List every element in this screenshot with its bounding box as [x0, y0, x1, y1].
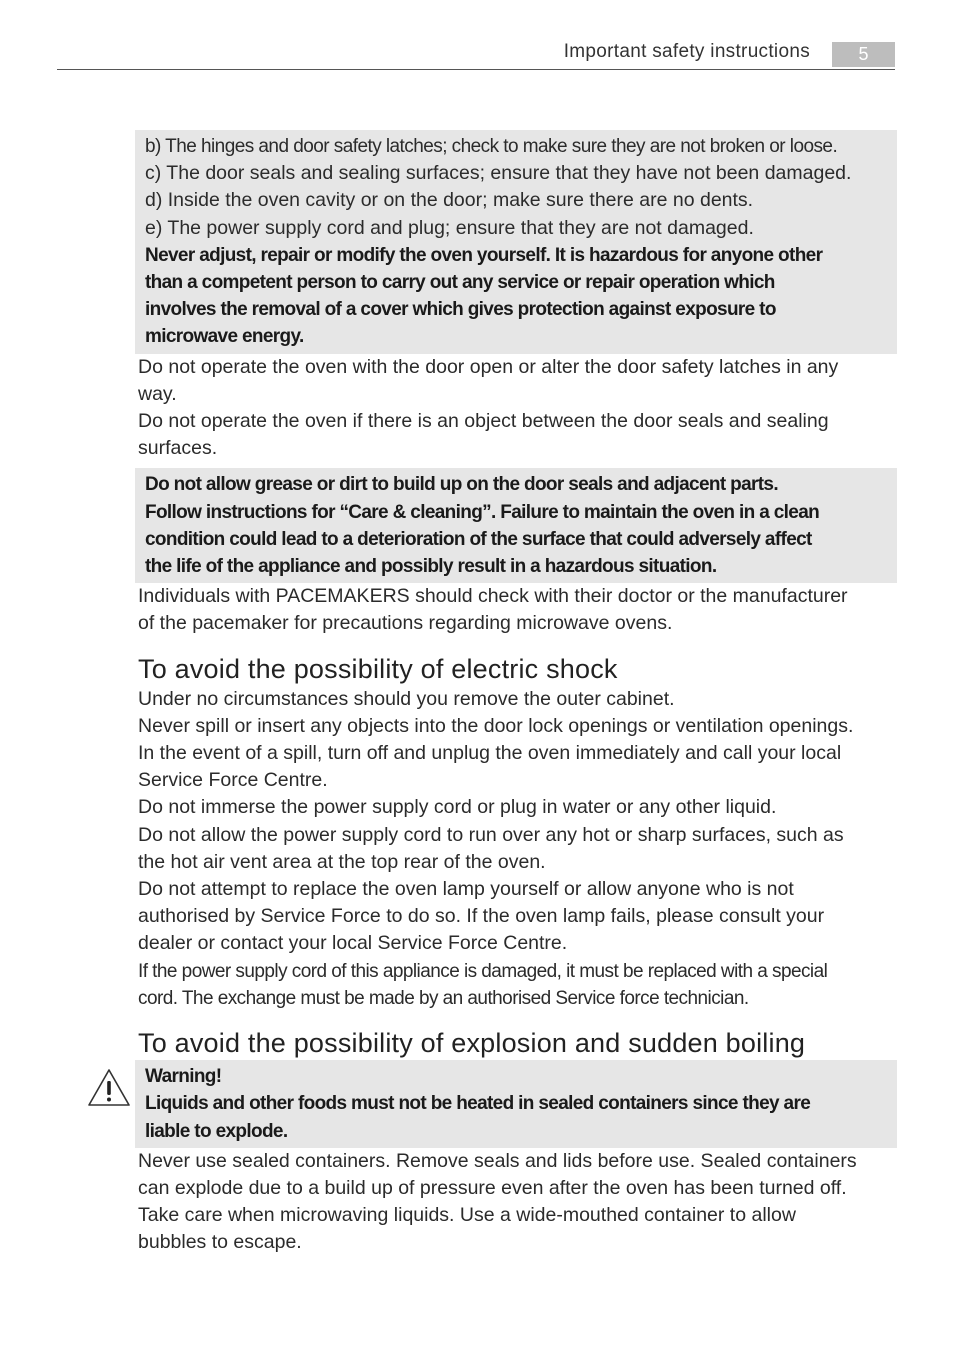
warning-block — [135, 1060, 897, 1148]
bold-line: Follow instructions for “Care & cleaning”. Failure to maintain the oven in a clean — [145, 501, 820, 523]
bold-line: the life of the appliance and possibly result in a hazardous situation. — [145, 556, 717, 578]
warning-box — [135, 1060, 897, 1148]
electric-shock-paragraph — [135, 686, 897, 1012]
warning-triangle-icon — [87, 1068, 131, 1108]
text-line: Never use sealed containers. Remove seals and lids before use. Sealed containers — [138, 1149, 857, 1172]
text-line: authorised by Service Force to do so. If the oven lamp fails, please consult your — [138, 905, 825, 928]
list-item: e) The power supply cord and plug; ensure that they are not damaged. — [145, 216, 754, 239]
text-line: of the pacemaker for precautions regarding microwave ovens. — [138, 612, 673, 635]
text-line: Do not immerse the power supply cord or plug in water or any other liquid. — [138, 796, 777, 819]
text-line: way. — [138, 382, 177, 405]
text-line: the hot air vent area at the top rear of the oven. — [138, 850, 546, 873]
door-paragraph — [135, 354, 897, 463]
text-line: Individuals with PACEMAKERS should check with their doctor or the manufacturer — [138, 585, 848, 608]
inspection-box — [135, 130, 897, 354]
text-line: cord. The exchange must be made by an authorised Service force technician. — [138, 987, 749, 1009]
list-item: b) The hinges and door safety latches; check to make sure they are not broken or loose. — [145, 136, 838, 157]
text-line: Under no circumstances should you remove the outer cabinet. — [138, 687, 675, 710]
section-heading-explosion: To avoid the possibility of explosion and sudden boiling — [138, 1028, 806, 1059]
explosion-paragraph — [135, 1148, 897, 1257]
text-line: bubbles to escape. — [138, 1231, 302, 1254]
list-item: d) Inside the oven cavity or on the door; make sure there are no dents. — [145, 189, 754, 212]
text-line: Do not operate the oven if there is an object between the door seals and sealing — [138, 410, 829, 433]
text-line: In the event of a spill, turn off and unplug the oven immediately and call your local — [138, 742, 842, 765]
page-number: 5 — [832, 42, 895, 67]
text-line: Service Force Centre. — [138, 769, 328, 792]
text-line: Never spill or insert any objects into the door lock openings or ventilation openings. — [138, 714, 854, 737]
pacemaker-paragraph — [135, 583, 897, 637]
text-line: Take care when microwaving liquids. Use a wide-mouthed container to allow — [138, 1204, 796, 1227]
text-line: If the power supply cord of this appliance is damaged, it must be replaced with a special — [138, 960, 828, 982]
bold-line: liable to explode. — [145, 1120, 288, 1142]
section-heading-electric-shock: To avoid the possibility of electric shock — [138, 653, 618, 684]
bold-line: Liquids and other foods must not be heated in sealed containers since they are — [145, 1093, 811, 1115]
bold-line: Never adjust, repair or modify the oven yourself. It is hazardous for anyone other — [145, 244, 823, 266]
text-line: surfaces. — [138, 437, 218, 460]
header-title: Important safety instructions — [563, 41, 810, 62]
grease-box — [135, 468, 897, 583]
text-line: Do not attempt to replace the oven lamp yourself or allow anyone who is not — [138, 878, 794, 901]
text-line: Do not allow the power supply cord to run over any hot or sharp surfaces, such as — [138, 823, 844, 846]
bold-line: condition could lead to a deterioration of the surface that could adversely affect — [145, 528, 812, 550]
bold-line: Do not allow grease or dirt to build up on the door seals and adjacent parts. — [145, 474, 778, 496]
content — [135, 130, 897, 1257]
warning-title: Warning! — [145, 1066, 222, 1088]
bold-line: than a competent person to carry out any service or repair operation which — [145, 272, 775, 294]
bold-line: involves the removal of a cover which gives protection against exposure to — [145, 299, 776, 321]
bold-line: microwave energy. — [145, 326, 304, 348]
text-line: Do not operate the oven with the door open or alter the door safety latches in any — [138, 355, 839, 378]
page-header — [57, 40, 895, 70]
text-line: dealer or contact your local Service Force Centre. — [138, 932, 568, 955]
list-item: c) The door seals and sealing surfaces; ensure that they have not been damaged. — [145, 162, 852, 185]
text-line: can explode due to a build up of pressure even after the oven has been turned off. — [138, 1176, 847, 1199]
